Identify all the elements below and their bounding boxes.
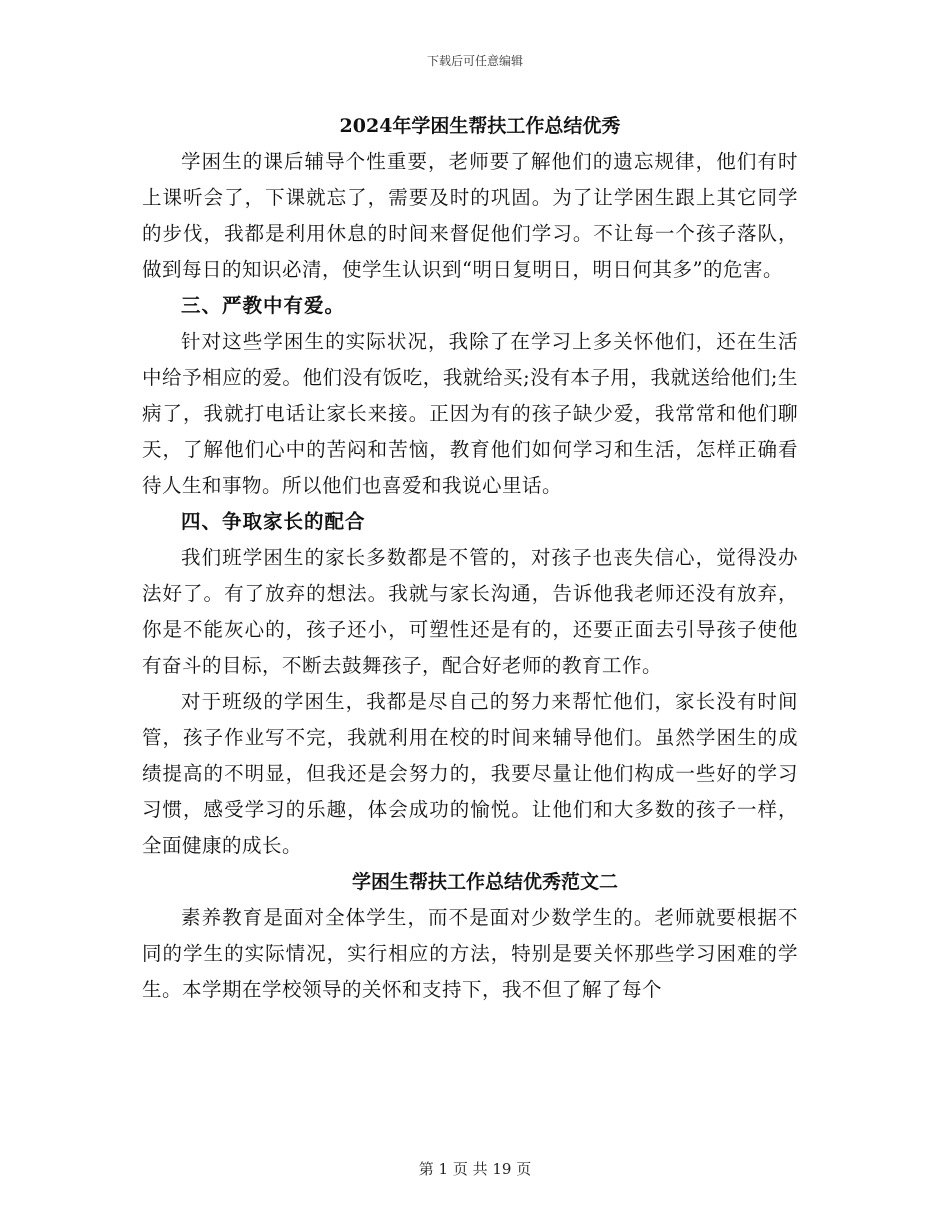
page-header: 下载后可任意编辑 — [426, 54, 523, 68]
paragraph-2: 针对这些学困生的实际状况，我除了在学习上多关怀他们，还在生活中给予相应的爱。他们没有饭吃，我就给买;没有本子用，我就送给他们;生病了，我就打电话让家长来接。正因为有的孩子缺少爱，我常常和他们聊天，了解他们心中的苦闷和苦恼，教育他们如何学习和生活，怎样正确看待人生和事物。所以他们也喜爱和我说心里话。 — [142, 330, 798, 497]
document-title: 2024年学困生帮扶工作总结优秀 — [339, 115, 621, 137]
paragraph-3: 我们班学困生的家长多数都是不管的，对孩子也丧失信心，觉得没办法好了。有了放弃的想法。我就与家长沟通，告诉他我老师还没有放弃，你是不能灰心的，孩子还小，可塑性还是有的，还要正面去引导孩子使他有奋斗的目标，不断去鼓舞孩子，配合好老师的教育工作。 — [142, 546, 798, 677]
section-heading-3: 三、严教中有爱。 — [181, 294, 346, 317]
document-body — [142, 108, 798, 1008]
page-footer: 第 1 页 共 19 页 — [418, 1160, 532, 1178]
paragraph-1: 学困生的课后辅导个性重要，老师要了解他们的遗忘规律，他们有时上课听会了，下课就忘了，需要及时的巩固。为了让学困生跟上其它同学的步伐，我都是利用休息的时间来督促他们学习。不让每一个孩子落队，做到每日的知识必清，使学生认识到“明日复明日，明日何其多”的危害。 — [142, 150, 798, 281]
paragraph-5: 素养教育是面对全体学生，而不是面对少数学生的。老师就要根据不同的学生的实际情况，实行相应的方法，特别是要关怀那些学习困难的学生。本学期在学校领导的关怀和支持下，我不但了解了每个 — [142, 906, 798, 1001]
document-subtitle: 学困生帮扶工作总结优秀范文二 — [351, 871, 618, 893]
paragraph-4: 对于班级的学困生，我都是尽自己的努力来帮忙他们，家长没有时间管，孩子作业写不完，我就利用在校的时间来辅导他们。虽然学困生的成绩提高的不明显，但我还是会努力的，我要尽量让他们构成一些好的学习习惯，感受学习的乐趣，体会成功的愉悦。让他们和大多数的孩子一样，全面健康的成长。 — [142, 690, 798, 857]
section-heading-4: 四、争取家长的配合 — [181, 510, 366, 533]
